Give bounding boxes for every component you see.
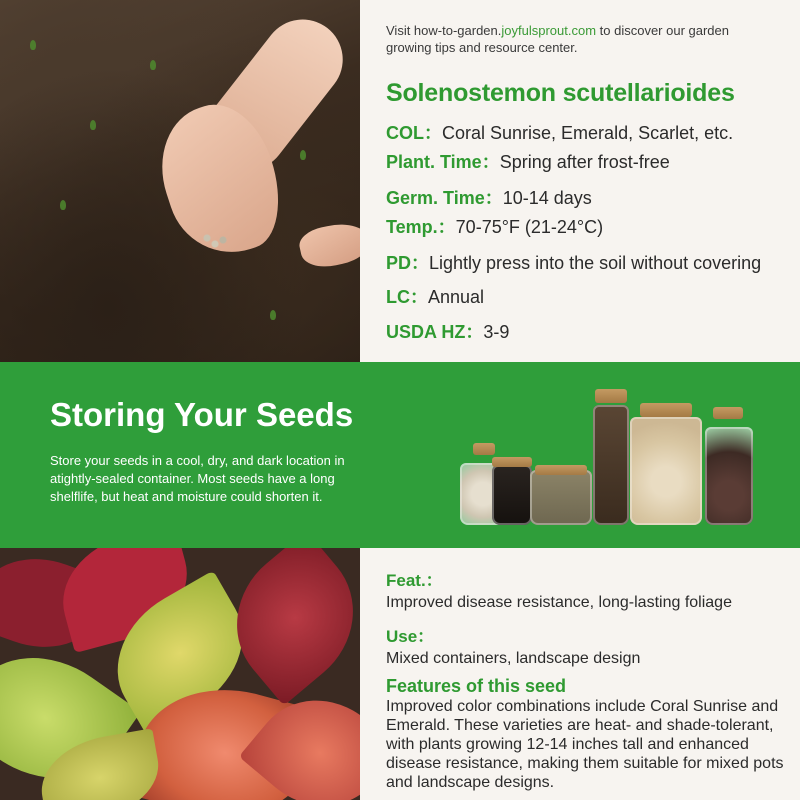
spec-row-col: COL：Coral Sunrise, Emerald, Scarlet, etc.: [386, 123, 734, 143]
spec-row-usda-hz: USDA HZ：3-9: [386, 322, 510, 342]
spec-row-pd: PD：Lightly press into the soil without covering: [386, 253, 762, 273]
feat-text: Improved disease resistance, long-lasting foliage: [386, 594, 732, 611]
spec-row-germ-time: Germ. Time：10-14 days: [386, 188, 592, 208]
features-panel: [386, 566, 800, 792]
seed-jars-image: [455, 385, 755, 525]
spec-row-lc: LC：Annual: [386, 287, 485, 307]
spec-row-plant-time: Plant. Time：Spring after frost-free: [386, 152, 670, 172]
species-name: Solenostemon scutellarioides: [386, 79, 735, 107]
use-text: Mixed containers, landscape design: [386, 650, 641, 667]
coleus-plants-photo: [0, 548, 360, 800]
storing-text: Store your seeds in a cool, dry, and dark location in atightly-sealed container. Most seeds have a long shelflife, but heat and moisture could shorten it.: [50, 453, 345, 504]
use-label: Use：: [386, 627, 435, 646]
visit-text: Visit how-to-garden.joyfulsprout.com to discover our garden growing tips and resource center.: [386, 23, 729, 55]
spec-row-temp: Temp.：70-75°F (21-24°C): [386, 217, 604, 237]
top-section: [0, 0, 800, 362]
seed-features-heading: Features of this seed: [386, 676, 567, 696]
feat-label: Feat.：: [386, 571, 443, 590]
seed-info-panel: [386, 22, 800, 348]
seed-features-text: Improved color combinations include Coral Sunrise and Emerald. These varieties are heat- and shade-tolerant, with plants growing 12-14 inches tall and enhanced disease resistance, making them suitable for mixed pots and landscape designs.: [386, 698, 784, 791]
soil-sowing-photo: [0, 0, 360, 362]
website-link[interactable]: joyfulsprout.com: [501, 23, 597, 38]
storing-title: Storing Your Seeds: [50, 396, 354, 433]
